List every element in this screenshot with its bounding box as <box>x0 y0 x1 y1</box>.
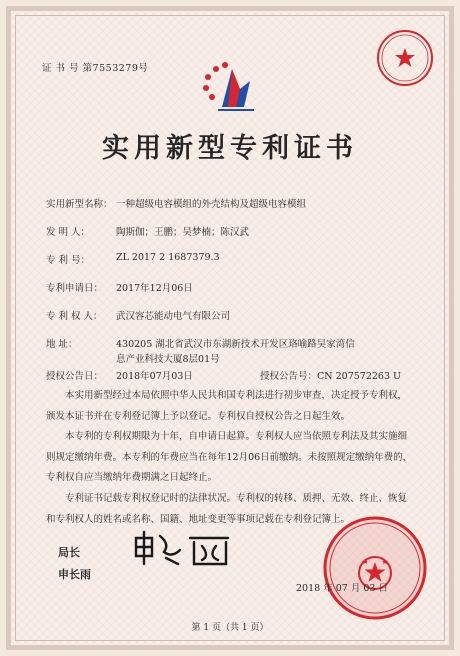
page-footer: 第 1 页（共 1 页） <box>191 623 269 633</box>
paragraph-2: 本专利的专利权期限为十年，自申请日起算。专利权人应当依照专利法及其实施细则规定缴纳年费。本专利的年费应当在每年12月06日前缴纳。未按照规定缴纳年费的，专利权自应当缴纳年费期满之日起终止。 <box>46 431 413 483</box>
field-value-apply-date: 2017年12月06日 <box>116 283 193 294</box>
field-value-address-line2: 息产业科技大厦8层01号 <box>116 354 220 365</box>
certificate-title: 实用新型专利证书 <box>102 133 358 164</box>
field-label-address: 地 址： <box>46 339 78 350</box>
paragraph-3: 专利证书记载专利权登记时的法律状况。专利权的转移、质押、无效、终止、恢复和专利权人的姓名或名称、国籍、地址变更等事项记载在专利登记簿上。 <box>46 493 408 525</box>
field-value-address: 430205 湖北省武汉市东湖新技术开发区珞喻路吴家湾信 <box>116 339 355 350</box>
grant-date: 2018 年 07 月 03 日 <box>296 583 388 594</box>
director-name: 申长雨 <box>58 568 91 581</box>
field-label-name: 实用新型名称： <box>46 199 113 210</box>
announce-number: 授权公告号：CN 207572263 U <box>260 371 402 382</box>
certificate-number: 证 书 号 第7553279号 <box>42 63 149 74</box>
cnipa-emblem-icon <box>198 55 262 117</box>
paragraph-1: 本实用新型经过本局依照中华人民共和国专利法进行初步审查，决定授予专利权，颁发本证书并在专利登记簿上予以登记。专利权自授权公告之日起生效。 <box>46 390 408 422</box>
director-signature <box>130 528 235 568</box>
field-value-owner: 武汉容芯能动电气有限公司 <box>116 311 231 322</box>
field-label-grant-date: 授权公告日： <box>46 371 104 382</box>
field-label-inventor: 发 明 人： <box>46 227 91 238</box>
field-label-owner: 专 利 权 人： <box>46 311 103 322</box>
field-value-name: 一种超级电容模组的外壳结构及超级电容模组 <box>116 199 307 210</box>
national-ip-seal <box>322 515 428 621</box>
field-value-grant-date: 2018年07月03日 <box>116 371 193 382</box>
field-label-apply-date: 专利申请日： <box>46 283 104 294</box>
field-value-patent-no: ZL 2017 2 1687379.3 <box>116 252 220 263</box>
field-value-inventor: 陶斯伽；王鹏；吴梦楠；陈汉武 <box>116 227 250 238</box>
field-label-patent-no: 专 利 号： <box>46 255 91 266</box>
director-title: 局长 <box>58 546 80 559</box>
patent-certificate-stamp <box>375 28 435 88</box>
